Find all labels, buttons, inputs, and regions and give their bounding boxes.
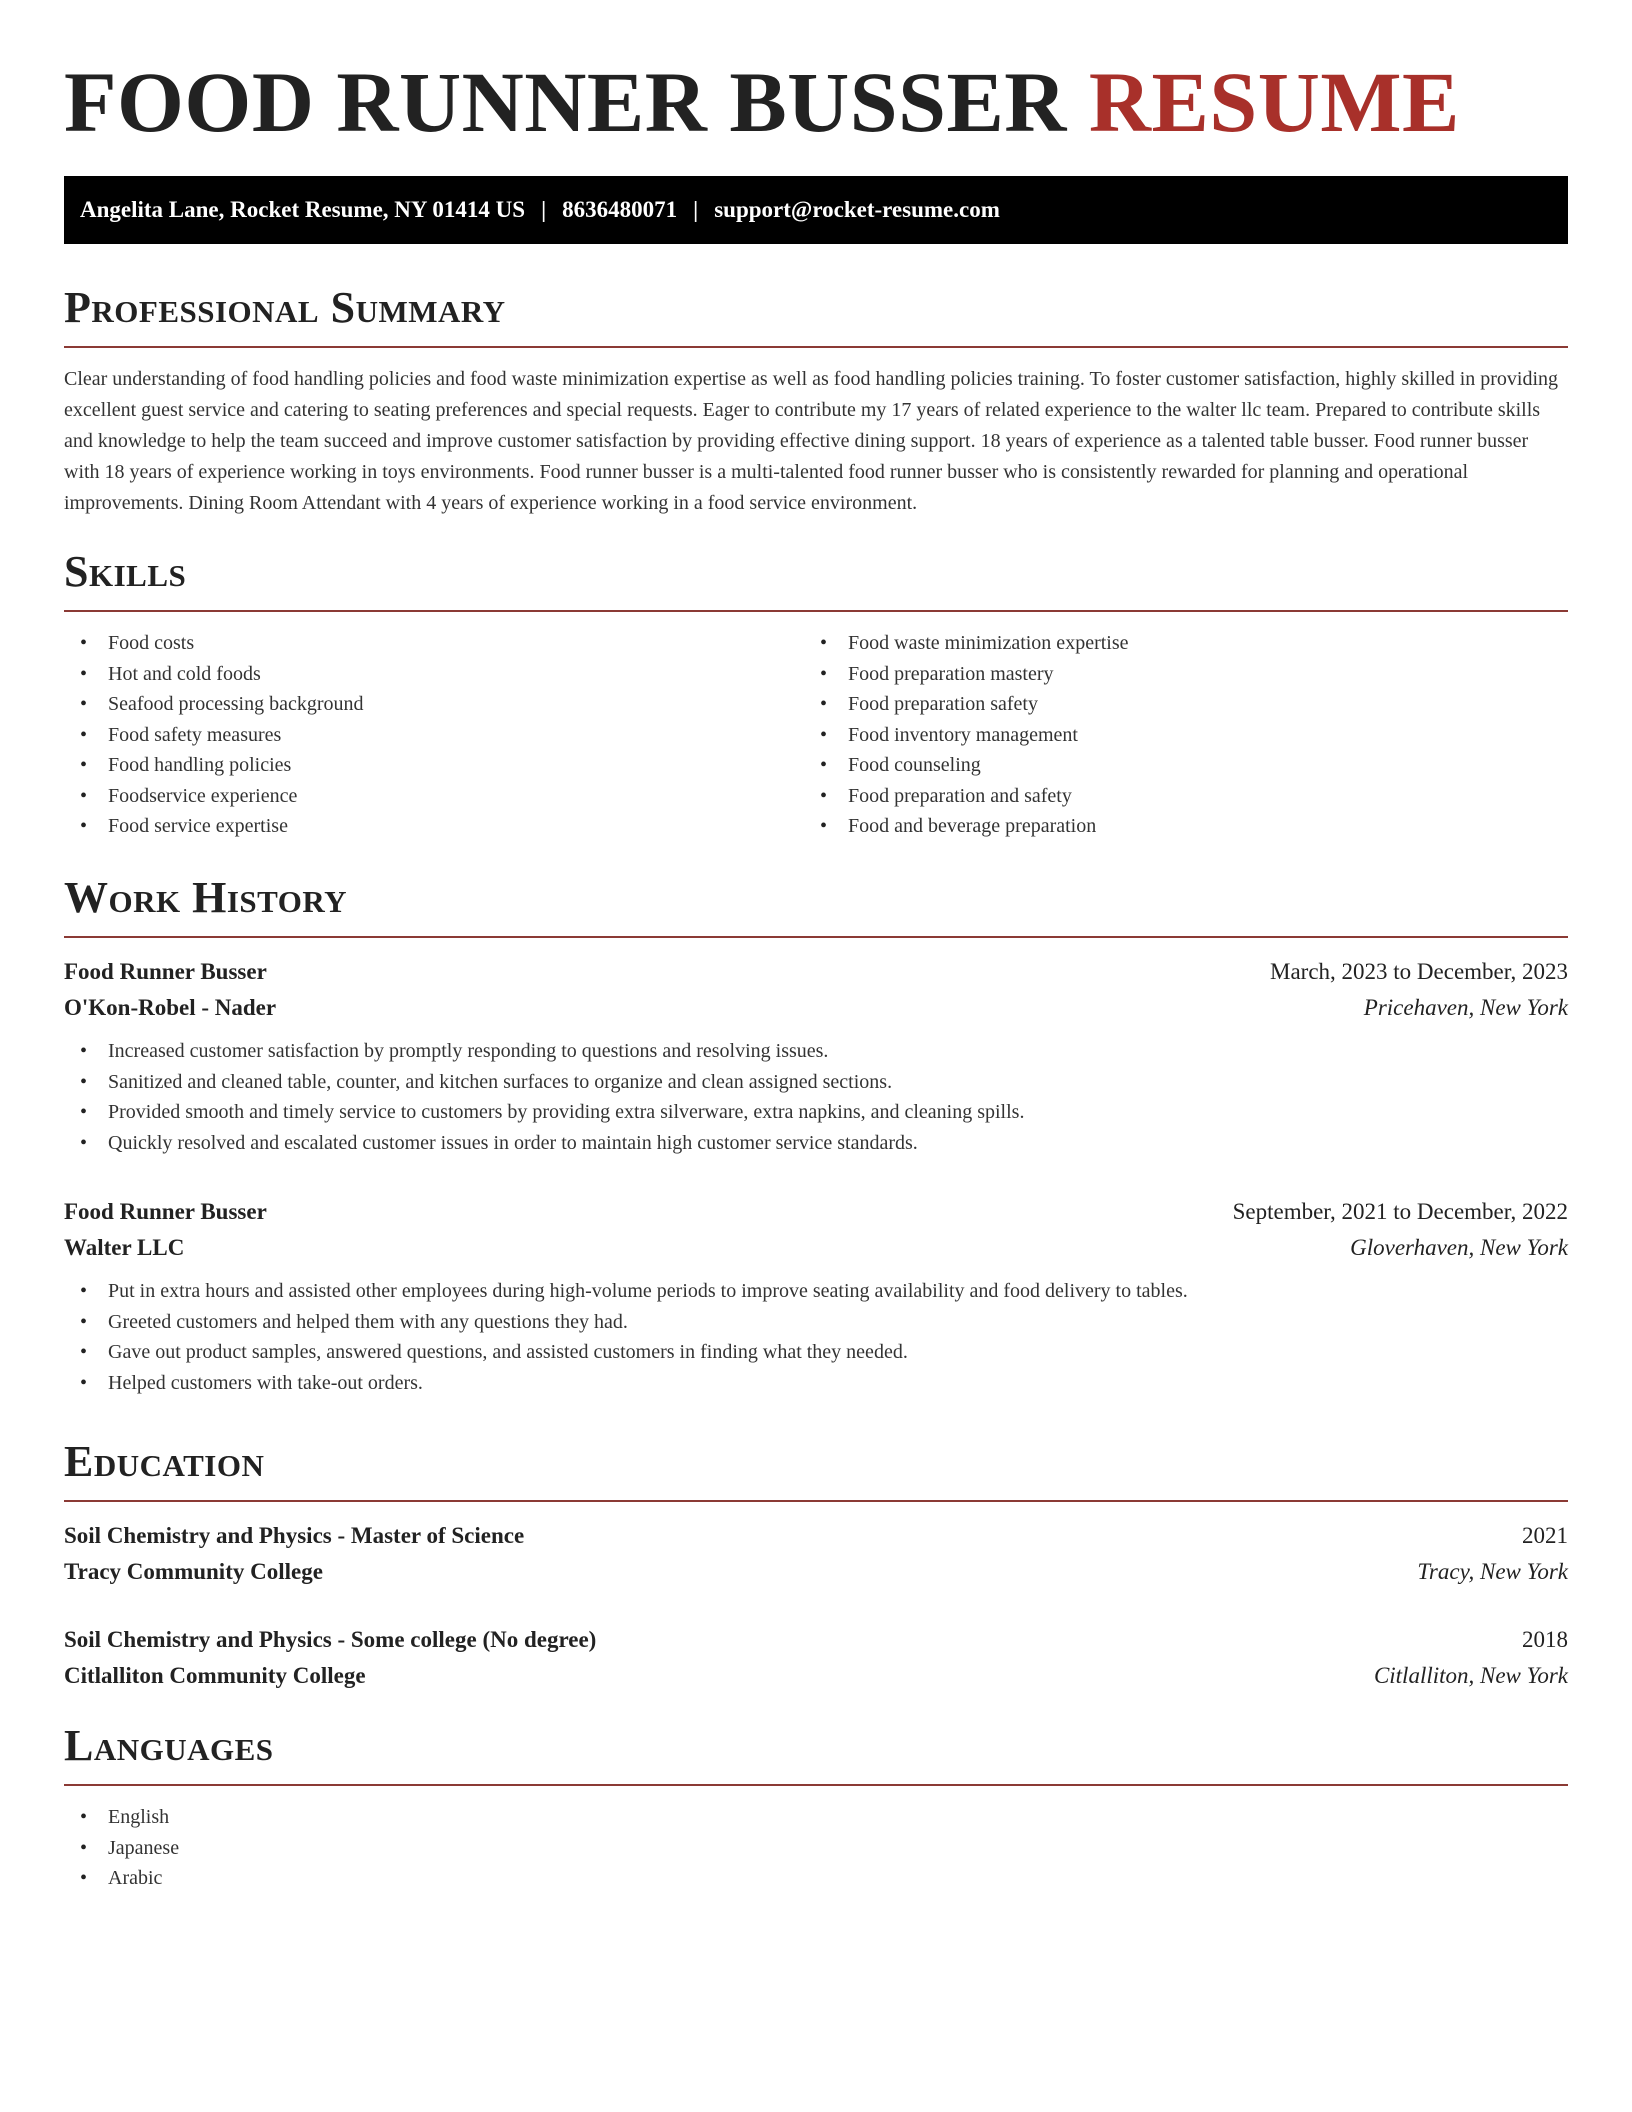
- job-duty: • Increased customer satisfaction by promptly responding to questions and resolving issues.: [64, 1036, 1568, 1067]
- job-duty: • Sanitized and cleaned table, counter, and kitchen surfaces to organize and clean assigned sections.: [64, 1067, 1568, 1098]
- skill-item: • Foodservice experience: [64, 781, 804, 812]
- skill-item: • Food costs: [64, 628, 804, 659]
- summary-heading: Professional Summary: [64, 283, 506, 332]
- skill-item: • Hot and cold foods: [64, 659, 804, 690]
- contact-bar: [64, 176, 1568, 244]
- languages-list: [64, 1802, 1568, 1894]
- section-divider: [64, 1784, 1568, 1786]
- skill-item: • Food service expertise: [64, 811, 804, 842]
- language-item: • Arabic: [64, 1863, 1568, 1894]
- education-degree: Soil Chemistry and Physics - Master of Science: [64, 1523, 525, 1548]
- contact-email[interactable]: support@rocket-resume.com: [714, 197, 1000, 222]
- job-company: O'Kon-Robel - Nader: [64, 995, 277, 1020]
- skill-item: • Food handling policies: [64, 750, 804, 781]
- job-duty: • Quickly resolved and escalated customer issues in order to maintain high customer service standards.: [64, 1128, 1568, 1159]
- job-company: Walter LLC: [64, 1235, 185, 1260]
- job-duty: • Gave out product samples, answered questions, and assisted customers in finding what they needed.: [64, 1337, 1568, 1368]
- education-degree: Soil Chemistry and Physics - Some college (No degree): [64, 1627, 597, 1652]
- work-section: [64, 870, 1568, 1398]
- skill-item: • Food preparation and safety: [804, 781, 1544, 812]
- job-title: Food Runner Busser: [64, 959, 267, 984]
- education-heading: Education: [64, 1437, 265, 1486]
- job-duty: • Provided smooth and timely service to customers by providing extra silverware, extra napkins, and cleaning spills.: [64, 1097, 1568, 1128]
- education-year: 2021: [1522, 1523, 1568, 1548]
- skill-item: • Food waste minimization expertise: [804, 628, 1544, 659]
- skills-section: [64, 544, 1568, 842]
- education-year: 2018: [1522, 1627, 1568, 1652]
- job-entry: [64, 954, 1568, 1158]
- education-entry: [64, 1622, 1568, 1694]
- skill-item: • Food preparation mastery: [804, 659, 1544, 690]
- job-title: Food Runner Busser: [64, 1199, 267, 1224]
- education-section: [64, 1434, 1568, 1694]
- section-divider: [64, 1500, 1568, 1502]
- skill-item: • Seafood processing background: [64, 689, 804, 720]
- skill-item: • Food counseling: [804, 750, 1544, 781]
- title-main: FOOD RUNNER BUSSER: [64, 54, 1067, 150]
- resume-title: [64, 52, 1460, 152]
- job-location: Pricehaven, New York: [1363, 995, 1568, 1020]
- contact-phone: 8636480071: [562, 197, 678, 222]
- language-item: • English: [64, 1802, 1568, 1833]
- skills-list-left: [64, 628, 804, 842]
- job-duty: • Put in extra hours and assisted other employees during high-volume periods to improve seating availability and food delivery to tables.: [64, 1276, 1568, 1307]
- skills-heading: Skills: [64, 547, 187, 596]
- job-duties: [64, 1036, 1568, 1158]
- skill-item: • Food inventory management: [804, 720, 1544, 751]
- contact-separator: |: [693, 197, 699, 222]
- education-location: Citlalliton, New York: [1373, 1663, 1568, 1688]
- summary-section: [64, 280, 1568, 519]
- job-entry: [64, 1194, 1568, 1398]
- section-divider: [64, 346, 1568, 348]
- languages-heading: Languages: [64, 1721, 274, 1770]
- contact-address: Angelita Lane, Rocket Resume, NY 01414 US: [80, 197, 526, 222]
- education-entry: [64, 1518, 1568, 1590]
- job-duty: • Greeted customers and helped them with any questions they had.: [64, 1307, 1568, 1338]
- skill-item: • Food preparation safety: [804, 689, 1544, 720]
- job-location: Gloverhaven, New York: [1350, 1235, 1568, 1260]
- languages-section: [64, 1718, 1568, 1894]
- skills-list-right: [804, 628, 1544, 842]
- summary-text: Clear understanding of food handling policies and food waste minimization expertise as well as food handling policies training. To foster customer satisfaction, highly skilled in providing excellent guest service and catering to seating preferences and special requests. Eager to contribute my 17 years of related experience to the walter llc team. Prepared to contribute skills and knowledge to help the team succeed and improve customer satisfaction by providing effective dining support. 18 years of experience as a talented table busser. Food runner busser with 18 years of experience working in toys environments. Food runner busser is a multi-talented food runner busser who is consistently rewarded for planning and operational improvements. Dining Room Attendant with 4 years of experience working in a food service environment.: [64, 368, 1559, 514]
- job-duty: • Helped customers with take-out orders.: [64, 1368, 1568, 1399]
- job-dates: March, 2023 to December, 2023: [1270, 959, 1568, 984]
- language-item: • Japanese: [64, 1833, 1568, 1864]
- skill-item: • Food safety measures: [64, 720, 804, 751]
- education-school: Citlalliton Community College: [64, 1663, 366, 1688]
- title-accent: RESUME: [1088, 54, 1460, 150]
- section-divider: [64, 610, 1568, 612]
- job-dates: September, 2021 to December, 2022: [1232, 1199, 1568, 1224]
- skills-columns: [64, 628, 1568, 842]
- job-duties: [64, 1276, 1568, 1398]
- work-heading: Work History: [64, 873, 348, 922]
- section-divider: [64, 936, 1568, 938]
- contact-separator: |: [541, 197, 547, 222]
- skill-item: • Food and beverage preparation: [804, 811, 1544, 842]
- education-school: Tracy Community College: [64, 1559, 323, 1584]
- education-location: Tracy, New York: [1417, 1559, 1568, 1584]
